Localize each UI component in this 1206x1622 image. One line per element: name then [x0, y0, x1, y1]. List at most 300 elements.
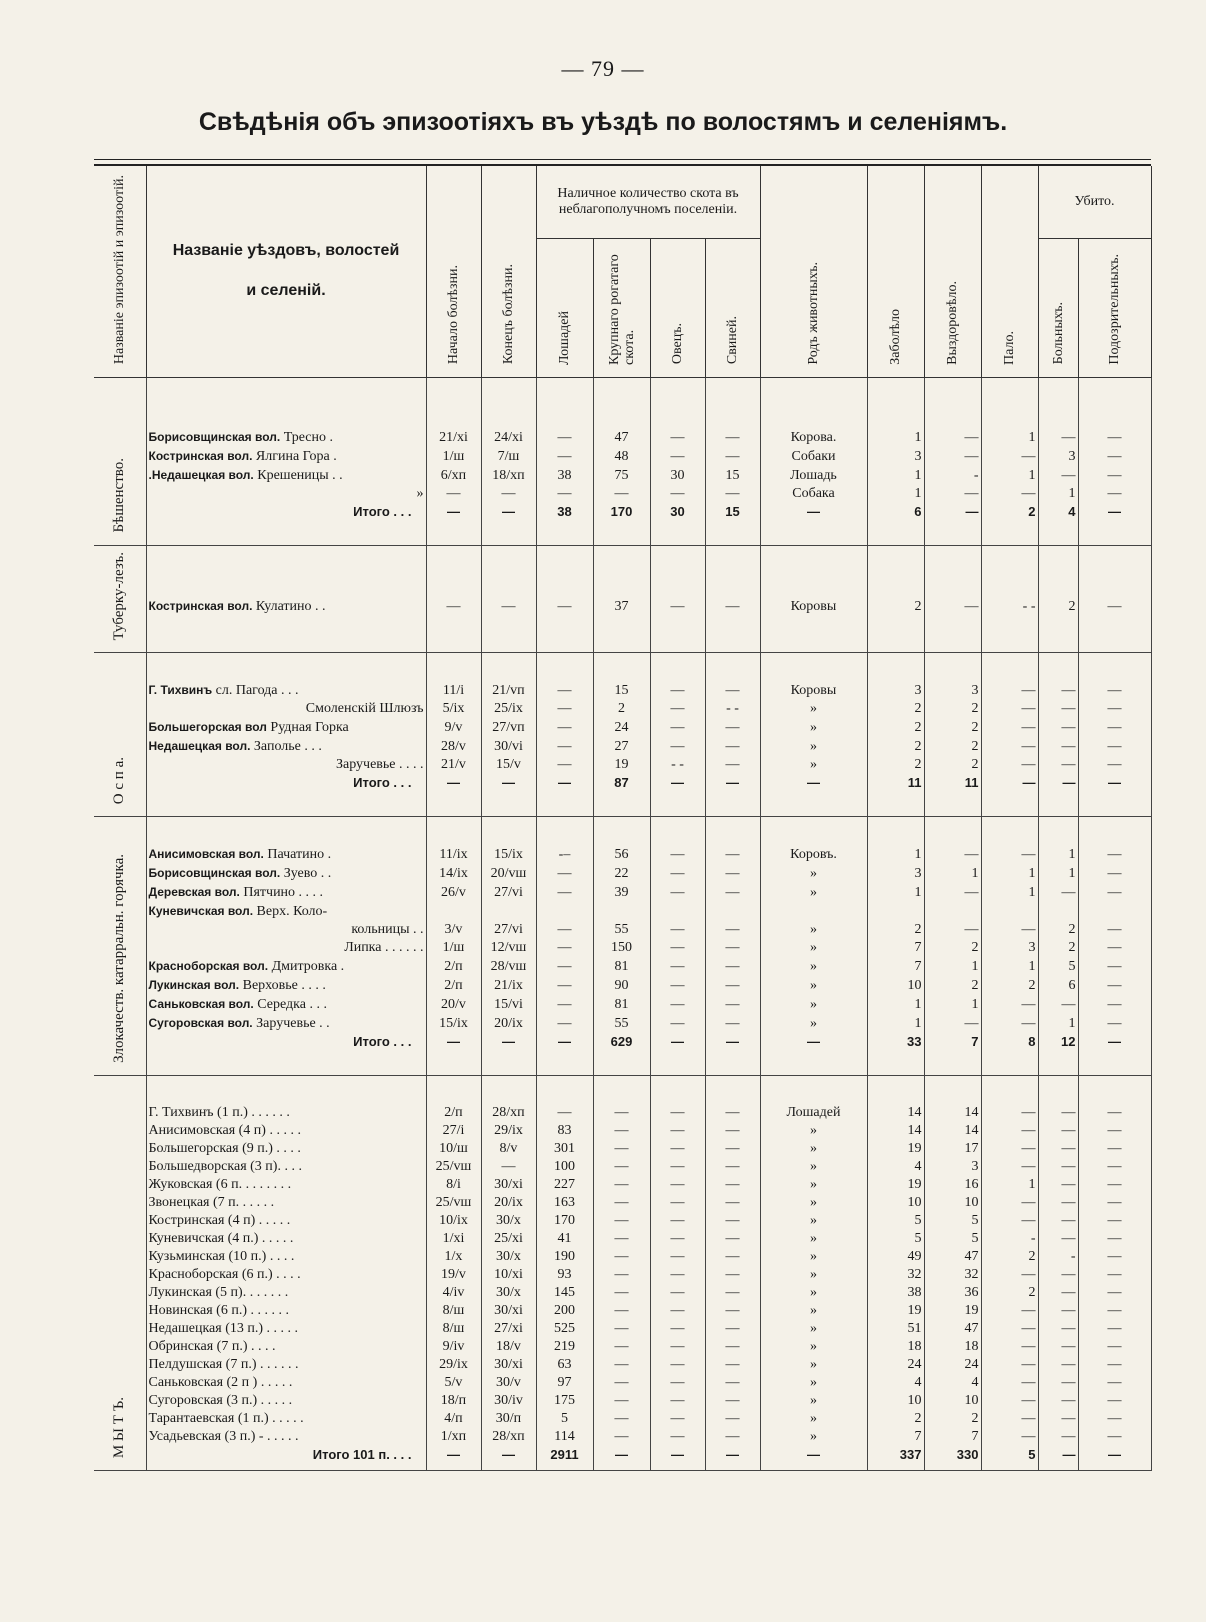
table-row: [94, 447, 1151, 466]
killed-suspicious: —: [1078, 1176, 1151, 1194]
cattle: 37: [593, 588, 650, 616]
spacer-cell: [593, 1051, 650, 1076]
total-row: [94, 774, 1151, 792]
spacer-cell: [146, 616, 426, 653]
end-date: 10/xi: [481, 1266, 536, 1284]
spacer-cell: [981, 1464, 1038, 1471]
total-sick-count: 33: [867, 1033, 924, 1051]
place-name: [146, 1410, 426, 1428]
cattle: —: [593, 1194, 650, 1212]
spacer-cell: [593, 792, 650, 817]
spacer-cell: [867, 816, 924, 845]
table-row: [94, 1338, 1151, 1356]
animal-kind: »: [760, 1014, 867, 1033]
settlement-name: Сугоровская (3 п.) . . . . .: [148, 1392, 293, 1408]
pigs: —: [705, 1374, 760, 1392]
end-date: 8/v: [481, 1140, 536, 1158]
table-row: [94, 681, 1151, 700]
start-date: 20/v: [426, 995, 481, 1014]
horses: —: [536, 700, 593, 718]
pigs: —: [705, 1248, 760, 1266]
animal-kind: Коровы: [760, 588, 867, 616]
killed-sick: —: [1038, 718, 1078, 737]
table-row: [94, 864, 1151, 883]
spacer-cell: [705, 377, 760, 428]
total-killed-sick: —: [1038, 1446, 1078, 1464]
total-start-date: —: [426, 774, 481, 792]
end-date: 24/xi: [481, 428, 536, 447]
place-name: [146, 1266, 426, 1284]
killed-sick: —: [1038, 1428, 1078, 1446]
table-row: [94, 1104, 1151, 1122]
settlement-name: Жуковская (6 п. . . . . . . .: [148, 1176, 292, 1192]
settlement-name: Г. Тихвинъ (1 п.) . . . . . .: [148, 1104, 290, 1120]
total-pigs: —: [705, 774, 760, 792]
recovered-count: 2: [924, 939, 981, 957]
sick-count: 51: [867, 1320, 924, 1338]
place-name: [146, 466, 426, 485]
recovered-count: —: [924, 845, 981, 864]
start-date: 5/v: [426, 1374, 481, 1392]
settlement-name: Звонецкая (7 п. . . . . .: [148, 1194, 275, 1210]
settlement-name: Пачатино .: [267, 846, 332, 862]
spacer-cell: [705, 616, 760, 653]
horses: 5: [536, 1410, 593, 1428]
volost-name: Костринская вол.: [148, 598, 253, 613]
settlement-name: Смоленскій Шлюзъ: [305, 700, 424, 716]
died-count: 1: [981, 428, 1038, 447]
sheep: —: [650, 588, 705, 616]
recovered-count: 5: [924, 1230, 981, 1248]
start-date: 18/п: [426, 1392, 481, 1410]
killed-sick: 2: [1038, 588, 1078, 616]
spacer-cell: [760, 521, 867, 546]
table-row: [94, 921, 1151, 939]
place-name: [146, 902, 426, 921]
pigs: —: [705, 485, 760, 503]
pigs: —: [705, 1284, 760, 1302]
place-name: [146, 1338, 426, 1356]
cattle: —: [593, 1284, 650, 1302]
spacer-cell: [1078, 652, 1151, 681]
animal-kind: »: [760, 1320, 867, 1338]
killed-suspicious: —: [1078, 1428, 1151, 1446]
cattle: 55: [593, 921, 650, 939]
table-row: [94, 1176, 1151, 1194]
horses: —: [536, 864, 593, 883]
total-sick-count: 11: [867, 774, 924, 792]
sheep: —: [650, 995, 705, 1014]
total-recovered-count: 11: [924, 774, 981, 792]
recovered-count: 32: [924, 1266, 981, 1284]
horses: 38: [536, 466, 593, 485]
pigs: —: [705, 957, 760, 976]
end-date: 30/xi: [481, 1302, 536, 1320]
page-number: — 79 —: [561, 56, 645, 81]
table-row: [94, 485, 1151, 503]
animal-kind: »: [760, 1140, 867, 1158]
spacer-cell: [705, 1051, 760, 1076]
horses: 227: [536, 1176, 593, 1194]
killed-suspicious: —: [1078, 466, 1151, 485]
spacer-cell: [867, 616, 924, 653]
sick-count: 24: [867, 1356, 924, 1374]
pigs: —: [705, 1194, 760, 1212]
spacer-cell: [705, 1464, 760, 1471]
place-name: [146, 1230, 426, 1248]
sheep: —: [650, 845, 705, 864]
pigs: —: [705, 588, 760, 616]
recovered-count: —: [924, 1014, 981, 1033]
start-date: 1/x: [426, 1248, 481, 1266]
pigs: —: [705, 1356, 760, 1374]
sick-count: 18: [867, 1338, 924, 1356]
cattle: —: [593, 1248, 650, 1266]
died-count: 1: [981, 1176, 1038, 1194]
sheep: —: [650, 957, 705, 976]
spacer-cell: [650, 816, 705, 845]
cattle: 2: [593, 700, 650, 718]
recovered-count: 36: [924, 1284, 981, 1302]
start-date: 25/vш: [426, 1194, 481, 1212]
died-count: —: [981, 1140, 1038, 1158]
cattle: 150: [593, 939, 650, 957]
total-label: Итого . . .: [146, 1033, 426, 1051]
total-label: Итого 101 п. . . .: [146, 1446, 426, 1464]
horses: 97: [536, 1374, 593, 1392]
spacer-cell: [1038, 377, 1078, 428]
total-row: [94, 1033, 1151, 1051]
sheep: —: [650, 864, 705, 883]
spacer-cell: [146, 545, 426, 588]
group-spacer: [94, 652, 1151, 681]
pigs: —: [705, 1302, 760, 1320]
sheep: 30: [650, 466, 705, 485]
place-name: [146, 845, 426, 864]
end-date: 27/vi: [481, 921, 536, 939]
settlement-name: Ялгина Гора .: [255, 448, 337, 464]
killed-suspicious: —: [1078, 447, 1151, 466]
spacer-cell: [481, 377, 536, 428]
settlement-name: Верховье . . . .: [242, 977, 326, 993]
group-end-spacer: [94, 616, 1151, 653]
total-recovered-count: —: [924, 503, 981, 521]
settlement-name: кольницы . .: [351, 921, 424, 937]
sick-count: 3: [867, 864, 924, 883]
total-animal-kind: —: [760, 1446, 867, 1464]
sick-count: 2: [867, 737, 924, 756]
page-title: Свѣдѣнія объ эпизоотіяхъ въ уѣздѣ по волостямъ и селеніямъ.: [198, 108, 1008, 136]
died-count: —: [981, 1302, 1038, 1320]
killed-sick: —: [1038, 1266, 1078, 1284]
killed-sick: —: [1038, 1140, 1078, 1158]
total-sick-count: 6: [867, 503, 924, 521]
killed-suspicious: —: [1078, 1140, 1151, 1158]
end-date: 27/vп: [481, 718, 536, 737]
recovered-count: 24: [924, 1356, 981, 1374]
table-row: [94, 1302, 1151, 1320]
total-killed-suspicious: —: [1078, 503, 1151, 521]
settlement-name: сл. Пагода . . .: [215, 682, 299, 698]
place-name: [146, 1194, 426, 1212]
total-end-date: —: [481, 774, 536, 792]
sheep: —: [650, 485, 705, 503]
volost-name: Костринская вол.: [148, 448, 253, 463]
sheep: —: [650, 1392, 705, 1410]
start-date: 9/v: [426, 718, 481, 737]
table-row: [94, 588, 1151, 616]
settlement-name: »: [416, 485, 424, 501]
killed-sick: —: [1038, 1176, 1078, 1194]
spacer-cell: [481, 521, 536, 546]
table-row: [94, 1230, 1151, 1248]
spacer-cell: [924, 1051, 981, 1076]
start-date: —: [426, 485, 481, 503]
died-count: —: [981, 756, 1038, 774]
start-date: 14/ix: [426, 864, 481, 883]
settlement-name: Заручевье . . . .: [335, 756, 424, 772]
sick-count: 4: [867, 1158, 924, 1176]
table-row: [94, 700, 1151, 718]
pigs: —: [705, 1158, 760, 1176]
spacer-cell: [481, 792, 536, 817]
place-name: [146, 700, 426, 718]
place-name: [146, 1104, 426, 1122]
epizootic-table: [94, 166, 1152, 1471]
pigs: —: [705, 995, 760, 1014]
sheep: [650, 902, 705, 921]
start-date: 28/v: [426, 737, 481, 756]
animal-kind: »: [760, 883, 867, 902]
settlement-name: Саньковская (2 п ) . . . . .: [148, 1374, 293, 1390]
cattle: —: [593, 1104, 650, 1122]
animal-kind: »: [760, 995, 867, 1014]
sheep: —: [650, 1302, 705, 1320]
sick-count: 1: [867, 466, 924, 485]
sick-count: 4: [867, 1374, 924, 1392]
header-killed-suspicious: Подозрительныхъ.: [1078, 238, 1151, 377]
horses: 145: [536, 1284, 593, 1302]
cattle: 81: [593, 995, 650, 1014]
place-name: [146, 1374, 426, 1392]
table-row: [94, 1428, 1151, 1446]
spacer-cell: [1078, 1464, 1151, 1471]
end-date: 28/хп: [481, 1428, 536, 1446]
table-row: [94, 737, 1151, 756]
killed-suspicious: —: [1078, 976, 1151, 995]
place-name: [146, 1320, 426, 1338]
killed-sick: —: [1038, 681, 1078, 700]
spacer-cell: [1038, 816, 1078, 845]
sick-count: 14: [867, 1104, 924, 1122]
cattle: 81: [593, 957, 650, 976]
horses: 41: [536, 1230, 593, 1248]
died-count: [981, 902, 1038, 921]
table-row: [94, 1410, 1151, 1428]
killed-sick: 2: [1038, 921, 1078, 939]
spacer-cell: [705, 545, 760, 588]
settlement-name: Крешеницы . .: [257, 467, 343, 483]
horses: 83: [536, 1122, 593, 1140]
animal-kind: »: [760, 1248, 867, 1266]
table-row: [94, 1356, 1151, 1374]
place-name: [146, 883, 426, 902]
sheep: —: [650, 1266, 705, 1284]
header-cattle: Крупнаго рогатаго скота.: [593, 238, 650, 377]
animal-kind: »: [760, 1212, 867, 1230]
spacer-cell: [1078, 1051, 1151, 1076]
end-date: 18/v: [481, 1338, 536, 1356]
cattle: —: [593, 1320, 650, 1338]
animal-kind: »: [760, 737, 867, 756]
end-date: 30/x: [481, 1284, 536, 1302]
spacer-cell: [536, 377, 593, 428]
header-kind: Родъ животныхъ.: [760, 166, 867, 377]
sheep: —: [650, 1338, 705, 1356]
header-recovered: Выздоровѣло.: [924, 166, 981, 377]
table-row: [94, 1392, 1151, 1410]
died-count: 2: [981, 1248, 1038, 1266]
died-count: -: [981, 1230, 1038, 1248]
spacer-cell: [650, 1464, 705, 1471]
pigs: —: [705, 718, 760, 737]
sick-count: 2: [867, 718, 924, 737]
group-end-spacer: [94, 1051, 1151, 1076]
killed-sick: —: [1038, 995, 1078, 1014]
spacer-cell: [536, 816, 593, 845]
pigs: —: [705, 681, 760, 700]
died-count: 2: [981, 1284, 1038, 1302]
total-horses: —: [536, 774, 593, 792]
killed-suspicious: —: [1078, 485, 1151, 503]
start-date: 10/ix: [426, 1212, 481, 1230]
sick-count: 7: [867, 939, 924, 957]
died-count: —: [981, 845, 1038, 864]
spacer-cell: [760, 377, 867, 428]
spacer-cell: [146, 652, 426, 681]
total-sheep: —: [650, 1033, 705, 1051]
total-killed-sick: —: [1038, 774, 1078, 792]
group-spacer: [94, 816, 1151, 845]
volost-name: Куневичская вол.: [148, 903, 254, 918]
sheep: —: [650, 921, 705, 939]
header-pigs: Свиней.: [705, 238, 760, 377]
settlement-name: Обринская (7 п.) . . . .: [148, 1338, 276, 1354]
end-date: 15/ix: [481, 845, 536, 864]
end-date: —: [481, 588, 536, 616]
settlement-name: Красноборская (6 п.) . . . .: [148, 1266, 301, 1282]
settlement-name: Костринская (4 п) . . . . .: [148, 1212, 291, 1228]
spacer-cell: [760, 616, 867, 653]
cattle: —: [593, 1140, 650, 1158]
header-end: Конецъ болѣзни.: [481, 166, 536, 377]
spacer-cell: [593, 377, 650, 428]
end-date: 30/xi: [481, 1356, 536, 1374]
sheep: —: [650, 1122, 705, 1140]
end-date: 15/vi: [481, 995, 536, 1014]
table-row: [94, 718, 1151, 737]
died-count: 3: [981, 939, 1038, 957]
recovered-count: 7: [924, 1428, 981, 1446]
pigs: —: [705, 1392, 760, 1410]
spacer-cell: [760, 652, 867, 681]
spacer-cell: [650, 1051, 705, 1076]
spacer-cell: [650, 545, 705, 588]
settlement-name: Новинская (6 п.) . . . . . .: [148, 1302, 289, 1318]
horses: 163: [536, 1194, 593, 1212]
header-died: Пало.: [981, 166, 1038, 377]
killed-suspicious: —: [1078, 1284, 1151, 1302]
killed-suspicious: —: [1078, 1302, 1151, 1320]
died-count: —: [981, 921, 1038, 939]
place-name: [146, 1392, 426, 1410]
cattle: 22: [593, 864, 650, 883]
died-count: —: [981, 1374, 1038, 1392]
sheep: —: [650, 1356, 705, 1374]
horses: —: [536, 1104, 593, 1122]
recovered-count: 10: [924, 1392, 981, 1410]
animal-kind: »: [760, 957, 867, 976]
total-killed-suspicious: —: [1078, 1446, 1151, 1464]
spacer-cell: [146, 1051, 426, 1076]
sheep: —: [650, 1410, 705, 1428]
total-animal-kind: —: [760, 1033, 867, 1051]
table-row: [94, 995, 1151, 1014]
start-date: 2/п: [426, 957, 481, 976]
cattle: [593, 902, 650, 921]
volost-name: Г. Тихвинъ: [148, 682, 213, 697]
killed-suspicious: —: [1078, 681, 1151, 700]
spacer-cell: [481, 1464, 536, 1471]
settlement-name: Тресно .: [283, 429, 333, 445]
spacer-cell: [867, 1051, 924, 1076]
cattle: 47: [593, 428, 650, 447]
sick-count: 14: [867, 1122, 924, 1140]
cattle: —: [593, 1122, 650, 1140]
killed-suspicious: —: [1078, 995, 1151, 1014]
cattle: —: [593, 485, 650, 503]
spacer-cell: [1078, 616, 1151, 653]
total-died-count: 5: [981, 1446, 1038, 1464]
pigs: —: [705, 1410, 760, 1428]
horses: 93: [536, 1266, 593, 1284]
died-count: —: [981, 1122, 1038, 1140]
sick-count: 19: [867, 1302, 924, 1320]
table-row: [94, 939, 1151, 957]
died-count: —: [981, 1212, 1038, 1230]
died-count: 1: [981, 957, 1038, 976]
spacer-cell: [481, 1051, 536, 1076]
pigs: —: [705, 1338, 760, 1356]
pigs: —: [705, 1140, 760, 1158]
end-date: 27/vi: [481, 883, 536, 902]
sheep: —: [650, 1248, 705, 1266]
total-end-date: —: [481, 503, 536, 521]
killed-sick: 5: [1038, 957, 1078, 976]
died-count: —: [981, 1392, 1038, 1410]
start-date: 21/v: [426, 756, 481, 774]
killed-sick: —: [1038, 1230, 1078, 1248]
volost-name: Сугоровская вол.: [148, 1015, 253, 1030]
recovered-count: 2: [924, 1410, 981, 1428]
sheep: —: [650, 1194, 705, 1212]
pigs: —: [705, 756, 760, 774]
animal-kind: »: [760, 700, 867, 718]
cattle: 90: [593, 976, 650, 995]
died-count: —: [981, 737, 1038, 756]
table-row: [94, 1212, 1151, 1230]
pigs: —: [705, 976, 760, 995]
